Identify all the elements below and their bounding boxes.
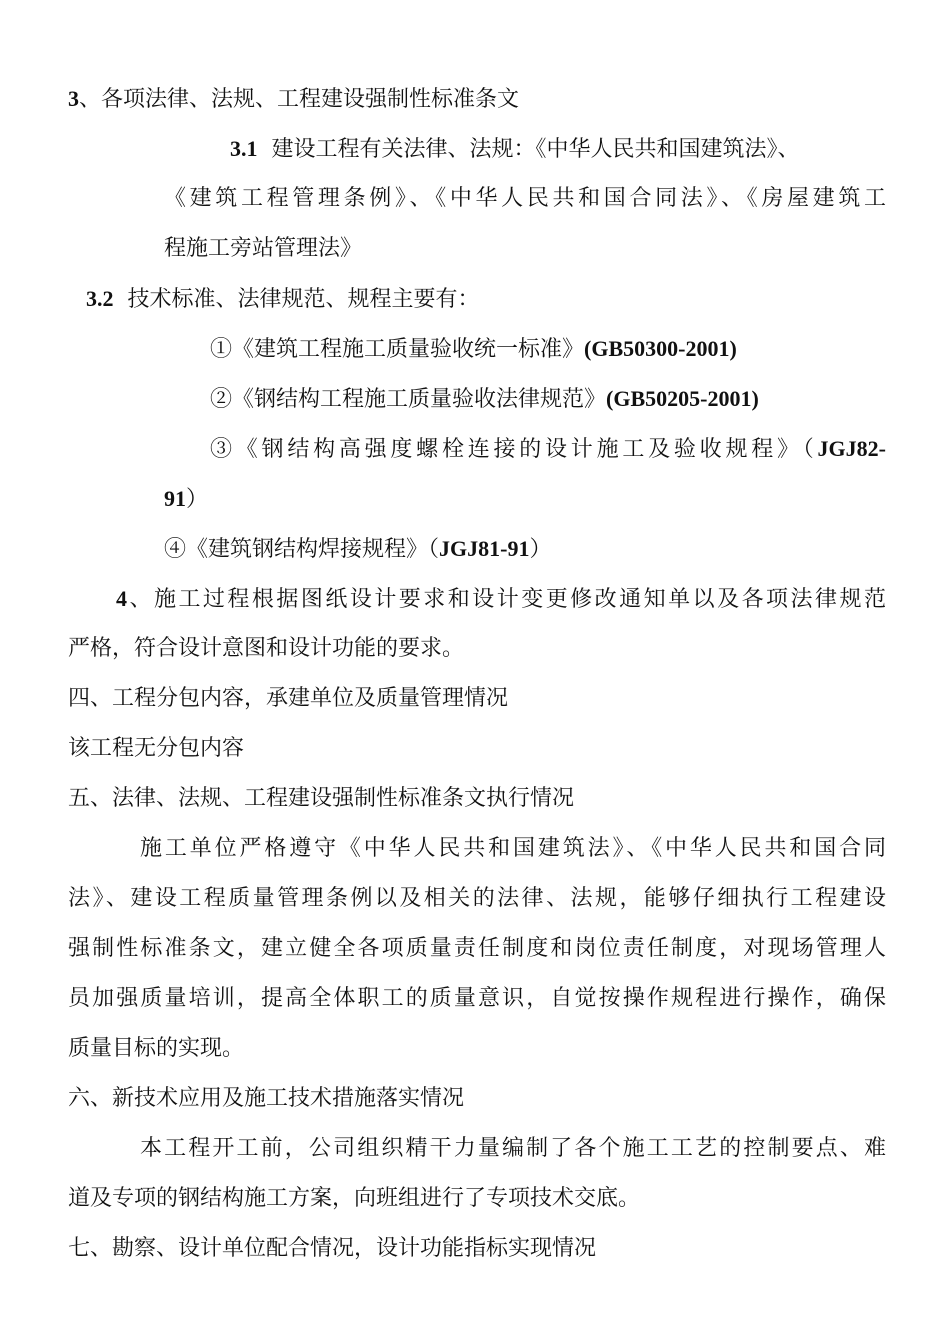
section-3-title: 、各项法律、法规、工程建设强制性标准条文	[79, 87, 520, 112]
standard-item-2	[210, 384, 759, 415]
section-4-line-2: 严格，符合设计意图和设计功能的要求。	[68, 636, 465, 661]
heading-seven: 七、勘察、设计单位配合情况，设计功能指标实现情况	[68, 1236, 597, 1261]
section-3-1-number: 3.1	[230, 136, 258, 161]
standard-4-name: ④《建筑钢结构焊接规程》（	[164, 537, 440, 562]
standard-item-1	[210, 334, 737, 365]
section-3-1-text: 建设工程有关法律、法规：《中华人民共和国建筑法》、	[271, 137, 800, 162]
section-4-number: 4	[116, 586, 127, 611]
section-3-2-heading	[86, 284, 480, 315]
standard-1-code: (GB50300-2001)	[584, 336, 737, 361]
heading-six: 六、新技术应用及施工技术措施落实情况	[68, 1086, 465, 1111]
heading-five: 五、法律、法规、工程建设强制性标准条文执行情况	[68, 786, 575, 811]
section-3-1-line-3: 程施工旁站管理法》	[164, 236, 363, 261]
paragraph-five-line-4: 员加强质量培训，提高全体职工的质量意识，自觉按操作规程进行操作，确保	[68, 986, 886, 1011]
standard-1-name: ①《建筑工程施工质量验收统一标准》	[210, 337, 585, 362]
section-3-2-number: 3.2	[86, 286, 114, 311]
standard-3-close-paren: ）	[186, 487, 209, 512]
paragraph-five-line-2: 法》、建设工程质量管理条例以及相关的法律、法规，能够仔细执行工程建设	[68, 886, 886, 911]
standard-4-close-paren: ）	[529, 537, 552, 562]
section-3-number: 3	[68, 86, 79, 111]
paragraph-five-line-1: 施工单位严格遵守《中华人民共和国建筑法》、《中华人民共和国合同	[140, 836, 886, 861]
section-3-2-title: 技术标准、法律规范、规程主要有：	[127, 287, 480, 312]
section-4-line-1	[116, 584, 886, 615]
paragraph-five-line-3: 强制性标准条文，建立健全各项质量责任制度和岗位责任制度，对现场管理人	[68, 936, 886, 961]
standard-item-3	[210, 434, 886, 465]
paragraph-six-line-1: 本工程开工前，公司组织精干力量编制了各个施工工艺的控制要点、难	[140, 1136, 886, 1161]
heading-four: 四、工程分包内容，承建单位及质量管理情况	[68, 686, 509, 711]
standard-2-code: (GB50205-2001)	[606, 386, 759, 411]
heading-four-text: 该工程无分包内容	[68, 736, 245, 761]
standard-3-code-part-2: 91	[164, 486, 186, 511]
standard-4-code: JGJ81-91	[439, 536, 530, 561]
standard-2-name: ②《钢结构工程施工质量验收法律规范》	[210, 387, 607, 412]
section-4-text: 、施工过程根据图纸设计要求和设计变更修改通知单以及各项法律规范	[127, 587, 886, 612]
standard-item-3-continued	[164, 484, 208, 515]
paragraph-five-line-5: 质量目标的实现。	[68, 1036, 245, 1061]
section-3-heading	[68, 84, 519, 115]
standard-item-4	[164, 534, 551, 565]
section-3-1-line-2: 《建筑工程管理条例》、《中华人民共和国合同法》、《房屋建筑工	[164, 186, 886, 211]
section-3-1-line-1	[230, 134, 800, 165]
paragraph-six-line-2: 道及专项的钢结构施工方案，向班组进行了专项技术交底。	[68, 1186, 641, 1211]
standard-3-code-part-1: JGJ82-	[817, 436, 886, 461]
standard-3-name: ③《钢结构高强度螺栓连接的设计施工及验收规程》（	[210, 437, 818, 462]
